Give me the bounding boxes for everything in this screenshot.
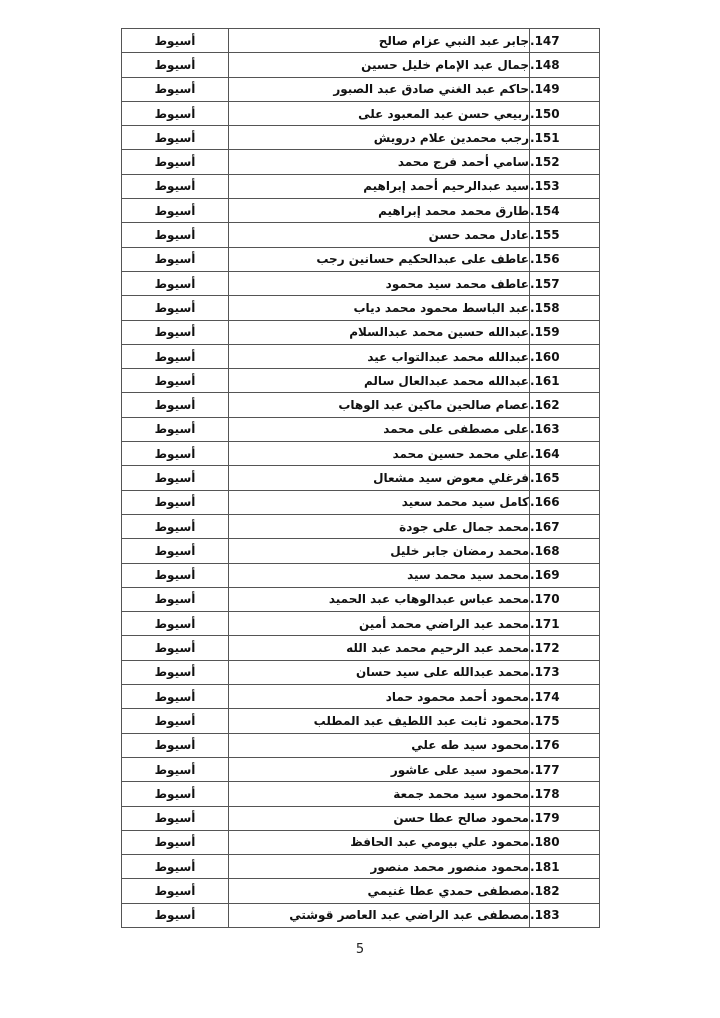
- governorate: أسيوط: [122, 830, 229, 854]
- table-row: [122, 296, 600, 320]
- person-name: محمود سيد على عاشور: [229, 757, 530, 781]
- person-name: محمد رمضان جابر خليل: [229, 539, 530, 563]
- person-name: محمود ثابت عبد اللطيف عبد المطلب: [229, 709, 530, 733]
- governorate: أسيوط: [122, 296, 229, 320]
- governorate: أسيوط: [122, 199, 229, 223]
- governorate: أسيوط: [122, 733, 229, 757]
- governorate: أسيوط: [122, 660, 229, 684]
- table-row: [122, 101, 600, 125]
- governorate: أسيوط: [122, 417, 229, 441]
- table-row: [122, 757, 600, 781]
- governorate: أسيوط: [122, 29, 229, 53]
- person-name: محمد سيد محمد سيد: [229, 563, 530, 587]
- governorate: أسيوط: [122, 442, 229, 466]
- row-number: 163.: [530, 417, 600, 441]
- person-name: فرغلي معوض سيد مشعال: [229, 466, 530, 490]
- table-row: [122, 879, 600, 903]
- person-name: عبدالله محمد عبدالتواب عيد: [229, 344, 530, 368]
- row-number: 182.: [530, 879, 600, 903]
- person-name: عاطف محمد سيد محمود: [229, 271, 530, 295]
- table-row: [122, 417, 600, 441]
- table-row: [122, 320, 600, 344]
- governorate: أسيوط: [122, 223, 229, 247]
- person-name: عبدالله محمد عبدالعال سالم: [229, 369, 530, 393]
- table-row: [122, 29, 600, 53]
- row-number: 154.: [530, 199, 600, 223]
- person-name: محمود علي بيومي عبد الحافظ: [229, 830, 530, 854]
- person-name: محمد عباس عبدالوهاب عبد الحميد: [229, 587, 530, 611]
- row-number: 165.: [530, 466, 600, 490]
- person-name: محمد عبدالله على سيد حسان: [229, 660, 530, 684]
- governorate: أسيوط: [122, 539, 229, 563]
- row-number: 167.: [530, 514, 600, 538]
- row-number: 155.: [530, 223, 600, 247]
- table-row: [122, 174, 600, 198]
- table-row: [122, 539, 600, 563]
- governorate: أسيوط: [122, 612, 229, 636]
- person-name: محمد جمال على جودة: [229, 514, 530, 538]
- person-name: جمال عبد الإمام خليل حسين: [229, 53, 530, 77]
- person-name: سامي أحمد فرج محمد: [229, 150, 530, 174]
- row-number: 158.: [530, 296, 600, 320]
- table-row: [122, 903, 600, 927]
- governorate: أسيوط: [122, 709, 229, 733]
- governorate: أسيوط: [122, 514, 229, 538]
- table-row: [122, 53, 600, 77]
- row-number: 172.: [530, 636, 600, 660]
- person-name: عصام صالحين ماكين عبد الوهاب: [229, 393, 530, 417]
- table-row: [122, 126, 600, 150]
- row-number: 183.: [530, 903, 600, 927]
- governorate: أسيوط: [122, 636, 229, 660]
- person-name: سيد عبدالرحيم أحمد إبراهيم: [229, 174, 530, 198]
- row-number: 148.: [530, 53, 600, 77]
- row-number: 170.: [530, 587, 600, 611]
- row-number: 179.: [530, 806, 600, 830]
- governorate: أسيوط: [122, 903, 229, 927]
- row-number: 171.: [530, 612, 600, 636]
- governorate: أسيوط: [122, 150, 229, 174]
- table-row: [122, 806, 600, 830]
- governorate: أسيوط: [122, 174, 229, 198]
- person-name: عبد الباسط محمود محمد دياب: [229, 296, 530, 320]
- table-row: [122, 466, 600, 490]
- row-number: 149.: [530, 77, 600, 101]
- row-number: 169.: [530, 563, 600, 587]
- governorate: أسيوط: [122, 587, 229, 611]
- table-row: [122, 587, 600, 611]
- person-name: طارق محمد محمد إبراهيم: [229, 199, 530, 223]
- row-number: 160.: [530, 344, 600, 368]
- person-name: مصطفى حمدي عطا غنيمي: [229, 879, 530, 903]
- row-number: 176.: [530, 733, 600, 757]
- row-number: 159.: [530, 320, 600, 344]
- governorate: أسيوط: [122, 490, 229, 514]
- table-row: [122, 150, 600, 174]
- person-name: علي محمد حسين محمد: [229, 442, 530, 466]
- person-name: ربيعي حسن عبد المعبود على: [229, 101, 530, 125]
- person-name: محمود منصور محمد منصور: [229, 855, 530, 879]
- row-number: 180.: [530, 830, 600, 854]
- governorate: أسيوط: [122, 126, 229, 150]
- person-name: محمود أحمد محمود حماد: [229, 685, 530, 709]
- governorate: أسيوط: [122, 344, 229, 368]
- governorate: أسيوط: [122, 101, 229, 125]
- governorate: أسيوط: [122, 855, 229, 879]
- governorate: أسيوط: [122, 879, 229, 903]
- table-row: [122, 563, 600, 587]
- governorate: أسيوط: [122, 369, 229, 393]
- governorate: أسيوط: [122, 77, 229, 101]
- row-number: 157.: [530, 271, 600, 295]
- governorate: أسيوط: [122, 563, 229, 587]
- governorate: أسيوط: [122, 806, 229, 830]
- person-name: كامل سيد محمد سعيد: [229, 490, 530, 514]
- governorate: أسيوط: [122, 247, 229, 271]
- row-number: 153.: [530, 174, 600, 198]
- table-row: [122, 636, 600, 660]
- table-row: [122, 199, 600, 223]
- person-name: على مصطفى على محمد: [229, 417, 530, 441]
- table-row: [122, 855, 600, 879]
- row-number: 168.: [530, 539, 600, 563]
- person-name: عادل محمد حسن: [229, 223, 530, 247]
- row-number: 151.: [530, 126, 600, 150]
- table-row: [122, 393, 600, 417]
- table-row: [122, 247, 600, 271]
- table-row: [122, 830, 600, 854]
- row-number: 175.: [530, 709, 600, 733]
- person-name: محمود سيد محمد جمعة: [229, 782, 530, 806]
- table-row: [122, 223, 600, 247]
- governorate: أسيوط: [122, 320, 229, 344]
- table-row: [122, 514, 600, 538]
- person-name: رجب محمدين علام درويش: [229, 126, 530, 150]
- person-name: عبدالله حسين محمد عبدالسلام: [229, 320, 530, 344]
- table-row: [122, 442, 600, 466]
- person-name: محمد عبد الرحيم محمد عبد الله: [229, 636, 530, 660]
- table-row: [122, 733, 600, 757]
- person-name: محمود صالح عطا حسن: [229, 806, 530, 830]
- row-number: 161.: [530, 369, 600, 393]
- names-table: [121, 28, 600, 928]
- person-name: محمد عبد الراضي محمد أمين: [229, 612, 530, 636]
- row-number: 173.: [530, 660, 600, 684]
- row-number: 147.: [530, 29, 600, 53]
- governorate: أسيوط: [122, 782, 229, 806]
- names-table-body: [122, 29, 600, 928]
- governorate: أسيوط: [122, 685, 229, 709]
- person-name: جابر عبد النبي عزام صالح: [229, 29, 530, 53]
- page-number: 5: [355, 942, 365, 957]
- table-row: [122, 271, 600, 295]
- person-name: عاطف على عبدالحكيم حسانين رجب: [229, 247, 530, 271]
- table-row: [122, 660, 600, 684]
- row-number: 174.: [530, 685, 600, 709]
- governorate: أسيوط: [122, 466, 229, 490]
- table-row: [122, 369, 600, 393]
- row-number: 166.: [530, 490, 600, 514]
- table-row: [122, 782, 600, 806]
- row-number: 164.: [530, 442, 600, 466]
- person-name: مصطفى عبد الراضي عبد العاصر قوشتي: [229, 903, 530, 927]
- table-row: [122, 344, 600, 368]
- governorate: أسيوط: [122, 757, 229, 781]
- table-row: [122, 77, 600, 101]
- governorate: أسيوط: [122, 393, 229, 417]
- row-number: 162.: [530, 393, 600, 417]
- row-number: 152.: [530, 150, 600, 174]
- table-row: [122, 709, 600, 733]
- governorate: أسيوط: [122, 271, 229, 295]
- row-number: 181.: [530, 855, 600, 879]
- person-name: حاكم عبد الغني صادق عبد الصبور: [229, 77, 530, 101]
- row-number: 178.: [530, 782, 600, 806]
- person-name: محمود سيد طه علي: [229, 733, 530, 757]
- row-number: 156.: [530, 247, 600, 271]
- governorate: أسيوط: [122, 53, 229, 77]
- table-row: [122, 685, 600, 709]
- table-row: [122, 612, 600, 636]
- table-row: [122, 490, 600, 514]
- row-number: 150.: [530, 101, 600, 125]
- row-number: 177.: [530, 757, 600, 781]
